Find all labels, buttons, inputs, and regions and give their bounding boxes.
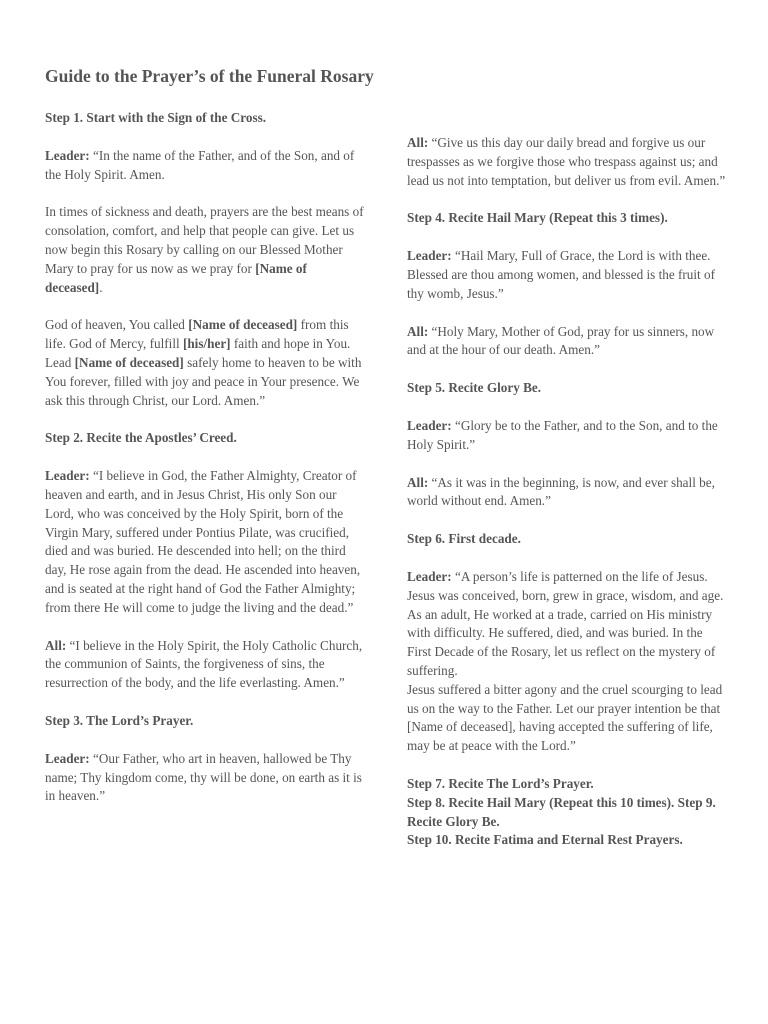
step-2-leader-paragraph: [45, 467, 365, 617]
prayer-text: God of heaven, You called: [45, 317, 189, 333]
deceased-name-placeholder: [Name of deceased]: [188, 317, 298, 333]
intro-text-end: .: [99, 279, 103, 295]
all-label: All:: [407, 135, 429, 150]
leader-label: Leader:: [45, 147, 90, 163]
leader-text: “A person’s life is patterned on the life of Jesus. Jesus was conceived, born, grew in grace, wisdom, and age. As an adult, He worked at a trade, carried on His ministry with difficulty. He suffered, died, and was buried. In the First Decade of the Rosary, let us reflect on the mystery of suffering.: [407, 568, 724, 678]
leader-text: “In the name of the Father, and of the Son, and of the Holy Spirit. Amen.: [45, 147, 355, 182]
deceased-name-placeholder: [Name of deceased]: [45, 260, 307, 295]
intro-text: In times of sickness and death, prayers are the best means of consolation, comfort, and help that people can give. Let us now begin this Rosary by calling on our Blessed Mother Mary to pray for us now as we pray for: [45, 204, 364, 276]
step-2-all-paragraph: [45, 637, 365, 693]
leader-text: “I believe in God, the Father Almighty, Creator of heaven and earth, and in Jesus Christ, His only Son our Lord, who was conceived by the Holy Spirit, born of the Virgin Mary, suffered under Pontius Pilate, was crucified, died and was buried. He descended into hell; on the third day, He rose again from the dead. He ascended into heaven, and is seated at the right hand of God the Father Almighty; from there He will come to judge the living and the dead.”: [45, 468, 361, 615]
step-6-leader-paragraph: [407, 568, 727, 681]
step-5-leader-paragraph: [407, 417, 727, 455]
lords-prayer-all-paragraph: [407, 134, 727, 190]
pronoun-placeholder: [his/her]: [182, 336, 231, 352]
step-5-all-paragraph: [407, 474, 727, 512]
step-3-heading: Step 3. The Lord’s Prayer.: [45, 712, 194, 728]
left-column: [45, 109, 365, 825]
document-title: Guide to the Prayer’s of the Funeral Rosary: [45, 66, 374, 86]
step-1-leader-paragraph: [45, 147, 365, 185]
leader-label: Leader:: [407, 417, 452, 433]
leader-label: Leader:: [45, 750, 90, 766]
step-10-heading: Step 10. Recite Fatima and Eternal Rest Prayers.: [407, 832, 683, 848]
leader-label: Leader:: [407, 568, 452, 584]
all-text: “I believe in the Holy Spirit, the Holy Catholic Church, the communion of Saints, the forgiveness of sins, the resurrection of the body, and the life everlasting. Amen.”: [45, 637, 363, 691]
leader-label: Leader:: [407, 248, 452, 264]
step-8-9-heading: Step 8. Recite Hail Mary (Repeat this 10 times). Step 9. Recite Glory Be.: [407, 794, 716, 829]
step-6-heading: Step 6. First decade.: [407, 531, 521, 547]
step-5-heading: Step 5. Recite Glory Be.: [407, 380, 542, 396]
leader-text: “Hail Mary, Full of Grace, the Lord is with thee. Blessed are thou among women, and blessed is the fruit of thy womb, Jesus.”: [407, 248, 716, 301]
step-6-continuation: Jesus suffered a bitter agony and the cruel scourging to lead us on the way to the Father. Let our prayer intention be that [Name of deceased], having accepted the suffering of life, may be at peace with the Lord.”: [407, 681, 723, 754]
all-text: “Give us this day our daily bread and forgive us our trespasses as we forgive those who trespass against us; and lead us not into temptation, but deliver us from evil. Amen.”: [407, 135, 726, 188]
step-2-heading: Step 2. Recite the Apostles’ Creed.: [45, 430, 237, 446]
right-column: [407, 134, 727, 850]
all-label: All:: [407, 474, 429, 490]
all-text: “Holy Mary, Mother of God, pray for us sinners, now and at the hour of our death. Amen.”: [407, 323, 715, 358]
all-text: “As it was in the beginning, is now, and ever shall be, world without end. Amen.”: [407, 474, 715, 509]
prayer-text: safely home to heaven to be with You forever, filled with joy and peace in Your presence. We ask this through Christ, our Lord. Amen.”: [45, 354, 362, 408]
all-label: All:: [45, 637, 67, 653]
step-4-heading: Step 4. Recite Hail Mary (Repeat this 3 times).: [407, 210, 668, 226]
step-4-all-paragraph: [407, 323, 727, 361]
step-4-leader-paragraph: [407, 247, 727, 303]
leader-label: Leader:: [45, 468, 90, 484]
leader-text: “Our Father, who art in heaven, hallowed be Thy name; Thy kingdom come, thy will be done, on earth as it is in heaven.”: [45, 750, 362, 804]
all-label: All:: [407, 323, 429, 339]
step-1-heading: Step 1. Start with the Sign of the Cross.: [45, 110, 267, 125]
leader-text: “Glory be to the Father, and to the Son, and to the Holy Spirit.”: [407, 417, 718, 452]
prayer-text: from this life. God of Mercy, fulfill: [45, 317, 349, 352]
intro-paragraph: [45, 203, 365, 297]
prayer-text: faith and hope in You. Lead: [45, 336, 351, 370]
god-of-heaven-paragraph: [45, 316, 365, 410]
deceased-name-placeholder: [Name of deceased]: [74, 354, 184, 370]
step-3-leader-paragraph: [45, 750, 365, 806]
step-7-heading: Step 7. Recite The Lord’s Prayer.: [407, 775, 594, 791]
